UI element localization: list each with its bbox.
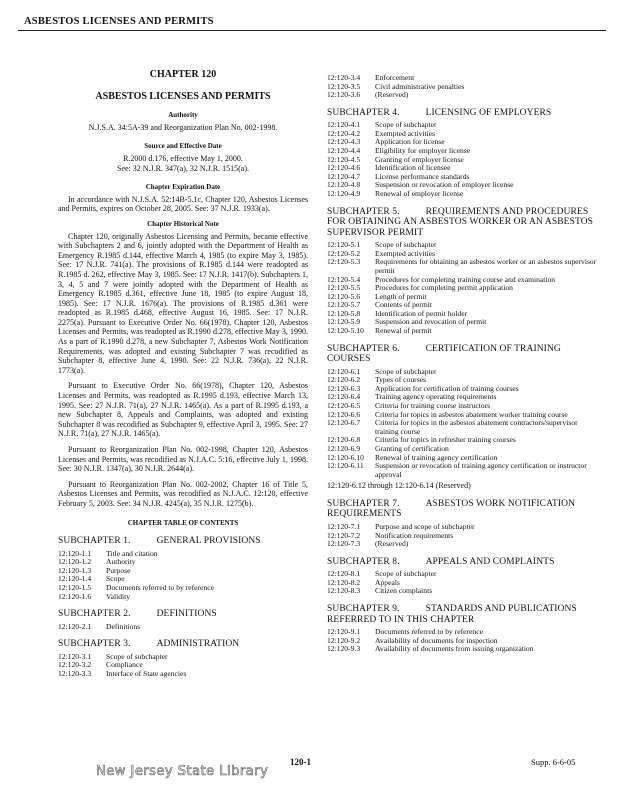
- subchapter-heading: [58, 536, 308, 547]
- section-title: Compliance: [106, 660, 143, 670]
- subchapter-label: SUBCHAPTER 5.: [327, 206, 400, 217]
- subchapter-label: SUBCHAPTER 2.: [58, 609, 131, 620]
- section-title: Scope of subchapter: [106, 651, 168, 661]
- section-number: 12:120-5.7: [327, 300, 361, 310]
- historical-paragraph: Chapter 120, originally Asbestos Licensing and Permits, became effective with Subchapters 2 and 6, jointly adopted with the Department of Health as Emergency R.1985 d.144, effective March 4, 1985 (to expire May 3, 1985). See: 17 N.J.R. 741(a). The provisions of R.1985 d.144 were readopted as R.1985 d. 262, effective May 3, 1985. See: 17 N.J.R. 1417(b). Subchapters 1, 3, 4, 5 and 7 were jointly adopted with the Department of Health as Emergency R.1985 d.361, effective June 18, 1985 (to expire August 18, 1985). See: 17 N.J.R. 1676(a). The provisions of R.1985 d.361 were readopted as R.1985 d.468, effective August 16, 1985. See: 17 N.J.R. 2275(a). Pursuant to Executive Order No. 66(1978), Chapter 120, Asbestos Licenses and Permits, was readopted as R.1990 d.278, effective May 3, 1990. As a part of R.1990 d.278, a new Subchapter 7, Asbestos Work Notification Requirements, was adopted and existing Subchapter 7 was recodified as Subchapter 8, effective June 4, 1990. See: 22 N.J.R. 736(a), 22 N.J.R. 1773(a).: [58, 231, 308, 375]
- section-title: Granting of employer license: [375, 154, 464, 164]
- section-title: Renewal of employer license: [375, 189, 464, 199]
- toc-entry: [327, 570, 597, 579]
- toc-entry: [327, 523, 597, 532]
- source-line-1: R.2000 d.176, effective May 1, 2000.: [123, 153, 243, 163]
- toc-entry: [327, 156, 597, 165]
- subchapter-title: ADMINISTRATION: [156, 639, 240, 650]
- section-title: Exempted activities: [375, 128, 436, 138]
- section-number: 12:120-1.5: [58, 583, 92, 593]
- subchapter-title: STANDARDS AND PUBLICATIONS REFERRED TO IN THIS CHAPTER: [327, 604, 577, 625]
- subchapter-title: GENERAL PROVISIONS: [156, 536, 261, 547]
- section-title: Criteria for training course instructors: [375, 401, 491, 411]
- section-number: 12:120-4.6: [327, 163, 361, 173]
- toc-section-list: [58, 623, 308, 632]
- section-title: Suspension or revocation of employer license: [375, 180, 514, 190]
- section-title: Civil administrative penalties: [375, 81, 465, 91]
- section-title: (Reserved): [375, 90, 409, 100]
- section-title: License performance standards: [375, 171, 470, 181]
- section-title: Title and citation: [106, 548, 158, 558]
- toc-entry: [327, 284, 597, 293]
- section-title: Criteria for topics in refresher training courses: [375, 435, 516, 445]
- section-number: 12:120-8.2: [327, 577, 361, 587]
- toc-entry: [327, 540, 597, 549]
- toc-entry: [327, 368, 597, 377]
- section-number: 12:120-5.8: [327, 308, 361, 318]
- subchapter-heading: [58, 609, 308, 620]
- section-title: (Reserved): [375, 539, 409, 549]
- toc-entry: [327, 462, 597, 479]
- subchapter-title: DEFINITIONS: [156, 609, 217, 620]
- section-number: 12:120-8.1: [327, 569, 361, 579]
- section-title: Application for certification of training courses: [375, 383, 519, 393]
- subchapter-heading: [327, 207, 597, 239]
- toc-section-list: [327, 628, 597, 654]
- library-stamp: New Jersey State Library: [96, 764, 269, 779]
- section-number: 12:120-6.2: [327, 375, 361, 385]
- subchapter-label: SUBCHAPTER 4.: [327, 107, 400, 118]
- section-number: 12:120-2.1: [58, 621, 92, 631]
- section-title: Eligibility for employer license: [375, 146, 471, 156]
- section-number: 12:120-6.4: [327, 392, 361, 402]
- section-number: 12:120-5.1: [327, 240, 361, 250]
- section-number: 12:120-8.3: [327, 586, 361, 596]
- section-title: Exempted activities: [375, 248, 436, 258]
- subchapter-label: SUBCHAPTER 3.: [58, 639, 131, 650]
- toc-entry: [58, 558, 308, 567]
- subchapter-title: LICENSING OF EMPLOYERS: [425, 107, 552, 118]
- chapter-number: CHAPTER 120: [149, 69, 217, 80]
- toc-entry: [58, 567, 308, 576]
- supplement-date: Supp. 6-6-05: [531, 757, 576, 767]
- toc-section-list: [58, 653, 308, 679]
- section-title: Availability of documents for inspection: [375, 635, 498, 645]
- section-title: Documents referred to by reference: [375, 627, 483, 637]
- section-title: Granting of certification: [375, 444, 449, 453]
- section-number: 12:120-4.7: [327, 171, 361, 181]
- section-number: 12:120-5.2: [327, 248, 361, 258]
- section-number: 12:120-1.3: [58, 565, 92, 575]
- toc-section-list: [58, 550, 308, 602]
- section-title: Citizen complaints: [375, 586, 433, 596]
- section-number: 12:120-4.3: [327, 137, 361, 147]
- subchapter-heading: [327, 344, 597, 365]
- toc-heading: CHAPTER TABLE OF CONTENTS: [127, 518, 239, 527]
- reserved-range-entry: 12:120-6.12 through 12:120-6.14 (Reserved): [327, 481, 471, 491]
- section-number: 12:120-3.1: [58, 651, 92, 661]
- left-column: [58, 70, 308, 679]
- section-number: 12:120-4.9: [327, 189, 361, 199]
- subchapter-title: REQUIREMENTS AND PROCEDURES FOR OBTAINING AN ASBESTOS WORKER OR AN ASBESTOS SUPERVISOR PERMIT: [327, 206, 594, 238]
- section-title: Suspension and revocation of permit: [375, 317, 487, 327]
- toc-entry: [327, 419, 597, 436]
- source-line-2: See: 32 N.J.R. 347(a), 32 N.J.R. 1515(a).: [117, 163, 249, 173]
- section-title: Renewal of training agency certification: [375, 452, 498, 462]
- toc-entry: [58, 623, 308, 632]
- toc-entry: [327, 327, 597, 336]
- section-number: 12:120-7.2: [327, 530, 361, 540]
- section-title: Purpose and scope of subchapter: [375, 521, 475, 531]
- page-number: 120-1: [290, 757, 311, 767]
- section-number: 12:120-3.3: [58, 669, 92, 678]
- header-rule: [18, 30, 606, 31]
- section-title: Suspension or revocation of training agency certification or instructor approval: [375, 461, 587, 479]
- toc-entry: [327, 190, 597, 199]
- section-number: 12:120-4.2: [327, 128, 361, 138]
- section-number: 12:120-4.4: [327, 146, 361, 156]
- section-number: 12:120-6.5: [327, 401, 361, 411]
- section-title: Appeals: [375, 577, 400, 587]
- section-title: Validity: [106, 591, 131, 601]
- toc-entry: [327, 258, 597, 275]
- section-number: 12:120-6.3: [327, 383, 361, 393]
- toc-entry: [327, 121, 597, 130]
- section-number: 12:120-5.10: [327, 326, 364, 336]
- section-title: Procedures for completing permit application: [375, 283, 513, 293]
- toc-entry: [327, 130, 597, 139]
- section-title: Notification requirements: [375, 530, 454, 540]
- subchapter-label: SUBCHAPTER 1.: [58, 536, 131, 547]
- toc-entry: [327, 436, 597, 445]
- section-number: 12:120-3.4: [327, 73, 361, 82]
- toc-section-list: [327, 121, 597, 198]
- historical-paragraph: Pursuant to Executive Order No. 66(1978), Chapter 120, Asbestos Licenses and Permits, was readopted as R.1995 d.193, effective March 13, 1995. See: 27 N.J.R. 71(a), 27 N.J.R. 1465(a). As a part of R.1995 d.193, a new Subchapter 8, Appeals and Complaints, was adopted and existing Subchapter 8 was recodified as Subchapter 9, effective April 3, 1995. See: 27 N.J.R. 71(a), 27 N.J.R. 1465(a).: [58, 381, 308, 439]
- section-number: 12:120-4.1: [327, 120, 361, 130]
- toc-section-list: [327, 570, 597, 596]
- toc-section-list: [327, 241, 597, 336]
- section-title: Scope of subchapter: [375, 240, 437, 250]
- section-number: 12:120-6.9: [327, 444, 361, 453]
- section-title: Scope of subchapter: [375, 569, 437, 579]
- toc-entry: [327, 318, 597, 327]
- section-number: 12:120-3.5: [327, 81, 361, 91]
- toc-entry: [58, 593, 308, 602]
- section-title: Scope of subchapter: [375, 120, 437, 130]
- subchapter-title: ASBESTOS WORK NOTIFICATION REQUIREMENTS: [327, 498, 576, 520]
- subchapter-title: APPEALS AND COMPLAINTS: [425, 556, 555, 567]
- section-number: 12:120-3.2: [58, 660, 92, 670]
- subchapter-label: SUBCHAPTER 8.: [327, 556, 400, 567]
- authority-text: N.J.S.A. 34:5A-39 and Reorganization Plan No. 002-1998.: [88, 122, 278, 132]
- section-number: 12:120-6.6: [327, 409, 361, 419]
- section-title: Procedures for completing training course and examination: [375, 274, 556, 284]
- section-number: 12:120-9.3: [327, 644, 361, 654]
- subchapter-label: SUBCHAPTER 6.: [327, 343, 400, 354]
- section-number: 12:120-9.2: [327, 635, 361, 645]
- section-number: 12:120-4.5: [327, 154, 361, 164]
- section-title: Authority: [106, 557, 136, 567]
- section-number: 12:120-1.2: [58, 557, 92, 567]
- section-number: 12:120-7.3: [327, 539, 361, 549]
- section-number: 12:120-5.6: [327, 291, 361, 301]
- toc-entry: [58, 550, 308, 559]
- section-number: 12:120-1.1: [58, 548, 92, 558]
- section-title: Criteria for topics in the asbestos abatement contractors/supervisor training course: [375, 418, 578, 436]
- toc-entry: [327, 83, 597, 92]
- subchapter-heading: [327, 108, 597, 119]
- source-heading: Source and Effective Date: [144, 142, 222, 151]
- section-title: Application for license: [375, 137, 445, 147]
- section-title: Types of courses: [375, 375, 426, 385]
- subchapter-label: SUBCHAPTER 7.: [327, 498, 400, 509]
- section-title: Enforcement: [375, 73, 415, 82]
- expiration-text: In accordance with N.J.S.A. 52:14B-5.1c, Chapter 120, Asbestos Licenses and Permits, expires on October 28, 2005. See: 37 N.J.R. 1933(a).: [58, 194, 308, 214]
- toc-section-list: [327, 523, 597, 549]
- subchapter-heading: [327, 604, 597, 625]
- historical-paragraph: Pursuant to Reorganization Plan No. 002-2002, Chapter 16 of Title 5, Asbestos Licenses and Permits, was recodified as N.J.A.C. 12:120, effective February 5, 2003. See: 34 N.J.R. 4245(a), 35 N.J.R. 1275(b).: [58, 479, 308, 508]
- section-number: 12:120-6.10: [327, 452, 364, 462]
- section-title: Documents referred to by reference: [106, 583, 214, 593]
- authority-heading: Authority: [168, 111, 198, 120]
- section-title: Identification of permit holder: [375, 308, 468, 318]
- toc-entry: [327, 579, 597, 588]
- toc-entry: [327, 241, 597, 250]
- section-number: 12:120-6.1: [327, 366, 361, 376]
- running-header: ASBESTOS LICENSES AND PERMITS: [24, 16, 214, 27]
- section-title: Criteria for topics in asbestos abatement worker training course: [375, 409, 568, 419]
- section-title: Training agency operating requirements: [375, 392, 497, 402]
- toc-entry: [58, 670, 308, 679]
- section-number: 12:120-5.5: [327, 283, 361, 293]
- right-column: [327, 74, 597, 654]
- expiration-heading: Chapter Expiration Date: [145, 183, 221, 192]
- section-title: Definitions: [106, 621, 141, 631]
- section-number: 12:120-1.6: [58, 591, 92, 601]
- toc-entry: [327, 645, 597, 654]
- subchapter-heading: [58, 639, 308, 650]
- section-number: 12:120-7.1: [327, 521, 361, 531]
- subchapter-title: CERTIFICATION OF TRAINING COURSES: [327, 343, 561, 365]
- section-title: Length of permit: [375, 291, 427, 301]
- section-title: Renewal of permit: [375, 326, 432, 336]
- section-number: 12:120-9.1: [327, 627, 361, 637]
- section-title: Scope of subchapter: [375, 366, 437, 376]
- section-title: Purpose: [106, 565, 131, 575]
- toc-entry: [327, 587, 597, 596]
- section-title: Contents of permit: [375, 300, 432, 310]
- section-number: 12:120-5.3: [327, 257, 361, 267]
- section-number: 12:120-5.4: [327, 274, 361, 284]
- section-number: 12:120-4.8: [327, 180, 361, 190]
- toc-section-list: [327, 74, 597, 100]
- section-title: Interface of State agencies: [106, 669, 187, 678]
- section-title: Availability of documents from issuing organization: [375, 644, 534, 654]
- section-number: 12:120-6.11: [327, 461, 364, 471]
- section-title: Scope: [106, 574, 125, 584]
- toc-entry: [58, 653, 308, 662]
- toc-section-list: [327, 368, 597, 480]
- section-number: 12:120-3.6: [327, 90, 361, 100]
- section-number: 12:120-1.4: [58, 574, 92, 584]
- section-title: Requirements for obtaining an asbestos worker or an asbestos supervisor permit: [375, 257, 597, 275]
- subchapter-label: SUBCHAPTER 9.: [327, 604, 400, 615]
- historical-paragraph: Pursuant to Reorganization Plan No. 002-1998, Chapter 120, Asbestos Licenses and Permits, was recodified as N.J.A.C. 5:16, effective July 1, 1998. See: 30 N.J.R. 1347(a), 30 N.J.R. 2644(a).: [58, 445, 308, 474]
- chapter-title: ASBESTOS LICENSES AND PERMITS: [95, 90, 271, 102]
- subchapter-heading: [327, 499, 597, 520]
- subchapter-heading: [327, 557, 597, 568]
- toc-entry: [327, 532, 597, 541]
- section-number: 12:120-6.8: [327, 435, 361, 445]
- toc-entry: [327, 293, 597, 302]
- section-number: 12:120-6.7: [327, 418, 361, 428]
- section-number: 12:120-5.9: [327, 317, 361, 327]
- section-title: Identification of licensee: [375, 163, 451, 173]
- toc-entry: [58, 584, 308, 593]
- toc-entry: [327, 91, 597, 100]
- historical-note-heading: Chapter Historical Note: [147, 219, 219, 228]
